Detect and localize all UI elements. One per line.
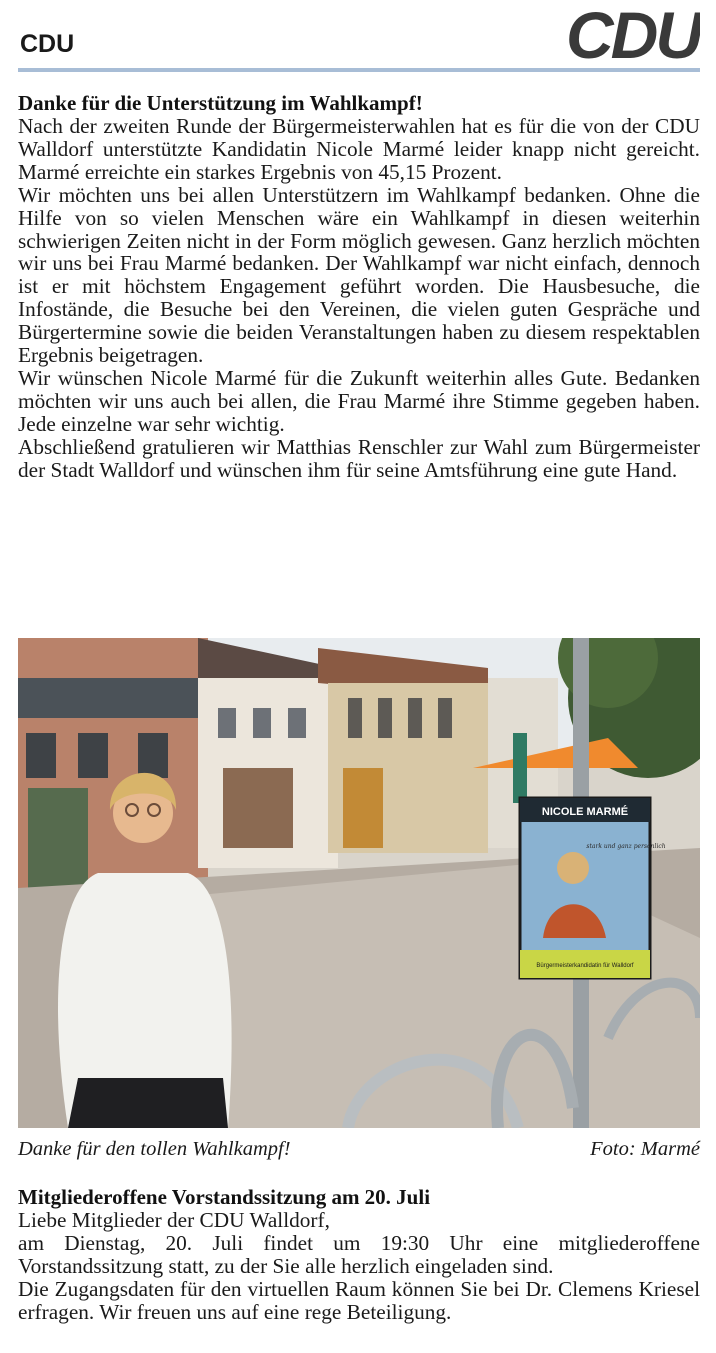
poster-script: stark und ganz persönlich	[586, 843, 666, 850]
photo-illustration	[18, 638, 700, 1128]
poster-footer: Bürgermeisterkandidatin für Walldorf	[536, 963, 634, 969]
header-rule	[18, 68, 700, 72]
article-title: Mitgliederoffene Vorstandssitzung am 20. Juli	[18, 1185, 431, 1209]
cdu-logo	[516, 6, 700, 64]
article-paragraph: Abschließend gratulieren wir Matthias Renschler zur Wahl zum Bürgermeister der Stadt Walldorf und wünschen ihm für seine Amtsführung eine gute Hand.	[18, 434, 700, 482]
article-paragraph: Wir wünschen Nicole Marmé für die Zukunft weiterhin alles Gute. Bedanken möchten wir uns auch bei allen, die Frau Marmé ihre Stimme gegeben haben. Jede einzelne war sehr wichtig.	[18, 365, 700, 436]
section-label: CDU	[20, 30, 75, 58]
page-header	[18, 0, 700, 72]
photo-credit: Foto: Marmé	[590, 1138, 700, 1160]
article-thanks	[18, 91, 700, 482]
article-meeting	[18, 1185, 700, 1324]
article-paragraph: Die Zugangsdaten für den virtuellen Raum können Sie bei Dr. Clemens Kriesel erfragen. Wir freuen uns auf eine rege Beteiligung.	[18, 1276, 700, 1324]
article-paragraph: Nach der zweiten Runde der Bürgermeisterwahlen hat es für die von der CDU Walldorf unterstützte Kandidatin Nicole Marmé leider knapp nicht gereicht. Marmé erreichte ein starkes Ergebnis von 45,15 Prozent.	[18, 114, 700, 184]
caption-text: Danke für den tollen Wahlkampf!	[18, 1138, 291, 1160]
article-paragraph: Wir möchten uns bei allen Unterstützern im Wahlkampf bedanken. Ohne die Hilfe von so vielen Menschen wäre ein Wahlkampf in diesen weiterhin schwierigen Zeiten nicht in der Form möglich gewesen. Ganz herzlich möchten wir uns bei Frau Marmé bedanken. Der Wahlkampf war nicht einfach, dennoch ist er mit höchstem Engagement geführt worden. Die Hausbesuche, die Infostände, die Besuche bei den Vereinen, die vielen guten Gespräche und Bürgertermine sowie die beiden Veranstaltungen haben zu diesem respektablen Ergebnis beigetragen.	[18, 182, 700, 368]
article-paragraph: Liebe Mitglieder der CDU Walldorf,	[18, 1208, 330, 1232]
poster-name: NICOLE MARMÉ	[541, 806, 629, 818]
svg-text:CDU: CDU	[566, 6, 700, 64]
photo-caption	[18, 1137, 700, 1161]
campaign-photo	[18, 638, 700, 1128]
article-title: Danke für die Unterstützung im Wahlkampf!	[18, 91, 423, 115]
article-paragraph: am Dienstag, 20. Juli findet um 19:30 Uhr eine mitgliederoffene Vorstandssitzung statt, zu der Sie alle herzlich eingeladen sind.	[18, 1230, 700, 1278]
